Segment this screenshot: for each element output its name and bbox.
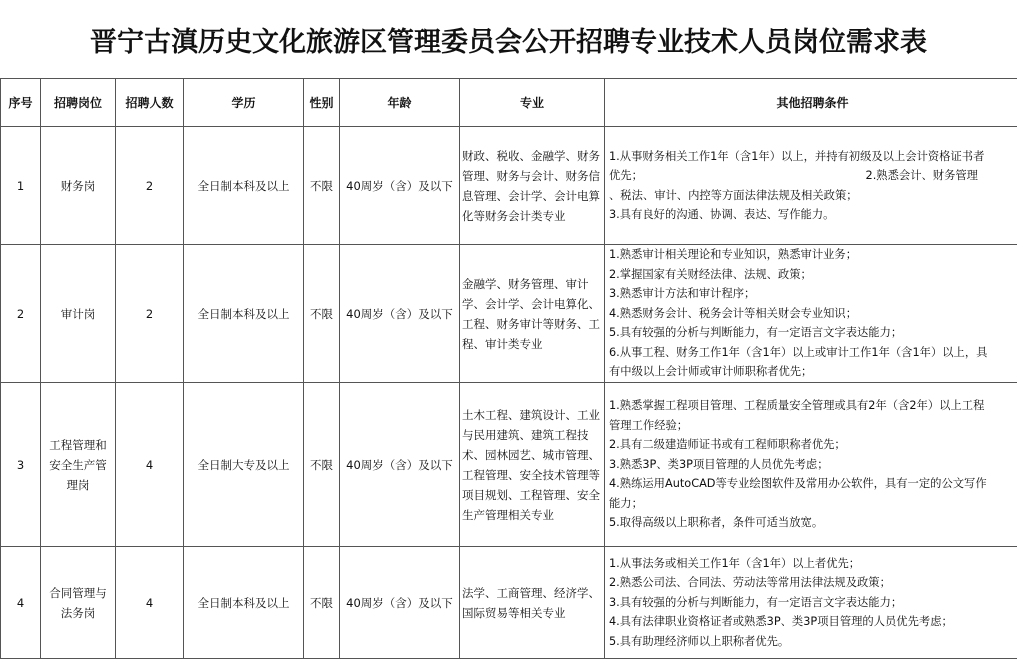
cell-education: 全日制本科及以上	[184, 547, 304, 659]
requirement-line: 有中级以上会计师或审计师职称者优先；	[609, 362, 1016, 382]
requirement-line: 1.从事法务或相关工作1年（含1年）以上者优先；	[609, 554, 1016, 574]
cell-post: 合同管理与法务岗	[41, 547, 116, 659]
cell-gender: 不限	[304, 245, 340, 383]
cell-major: 土木工程、建筑设计、工业与民用建筑、建筑工程技术、园林园艺、城市管理、工程管理、安全技术管理等项目规划、工程管理、安全生产管理相关专业	[460, 383, 605, 547]
header-age: 年龄	[340, 79, 460, 127]
cell-count: 2	[116, 127, 184, 245]
requirement-line: 、税法、审计、内控等方面法律法规及相关政策；	[609, 186, 1016, 206]
requirement-line: 5.取得高级以上职称者，条件可适当放宽。	[609, 513, 1016, 533]
cell-no: 2	[1, 245, 41, 383]
requirement-line: 优先； 2.熟悉会计、财务管理	[609, 166, 1016, 186]
header-education: 学历	[184, 79, 304, 127]
cell-gender: 不限	[304, 547, 340, 659]
cell-age: 40周岁（含）及以下	[340, 547, 460, 659]
cell-major: 金融学、财务管理、审计学、会计学、会计电算化、工程、财务审计等财务、工程、审计类专业	[460, 245, 605, 383]
job-requirements-table	[0, 78, 1017, 659]
header-other-requirements: 其他招聘条件	[605, 79, 1017, 127]
page-title: 晋宁古滇历史文化旅游区管理委员会公开招聘专业技术人员岗位需求表	[0, 0, 1017, 78]
cell-age: 40周岁（含）及以下	[340, 383, 460, 547]
requirement-line: 1.熟悉审计相关理论和专业知识，熟悉审计业务；	[609, 245, 1016, 265]
header-major: 专业	[460, 79, 605, 127]
cell-other-requirements	[605, 127, 1017, 245]
cell-other-requirements	[605, 383, 1017, 547]
header-no: 序号	[1, 79, 41, 127]
requirement-line: 4.熟悉财务会计、税务会计等相关财会专业知识；	[609, 304, 1016, 324]
header-gender: 性别	[304, 79, 340, 127]
cell-count: 4	[116, 383, 184, 547]
table-row	[1, 547, 1017, 659]
requirement-line: 6.从事工程、财务工作1年（含1年）以上或审计工作1年（含1年）以上，具	[609, 343, 1016, 363]
requirement-line: 4.熟练运用AutoCAD等专业绘图软件及常用办公软件，具有一定的公文写作	[609, 474, 1016, 494]
table-row	[1, 383, 1017, 547]
cell-age: 40周岁（含）及以下	[340, 127, 460, 245]
cell-education: 全日制本科及以上	[184, 127, 304, 245]
cell-gender: 不限	[304, 383, 340, 547]
cell-post: 审计岗	[41, 245, 116, 383]
requirement-line: 4.具有法律职业资格证者或熟悉3P、类3P项目管理的人员优先考虑；	[609, 612, 1016, 632]
cell-other-requirements	[605, 547, 1017, 659]
requirement-line: 能力；	[609, 494, 1016, 514]
table-row	[1, 127, 1017, 245]
header-count: 招聘人数	[116, 79, 184, 127]
cell-education: 全日制大专及以上	[184, 383, 304, 547]
table-header-row	[1, 79, 1017, 127]
cell-other-requirements	[605, 245, 1017, 383]
requirement-line: 管理工作经验；	[609, 416, 1016, 436]
cell-major: 财政、税收、金融学、财务管理、财务与会计、财务信息管理、会计学、会计电算化等财务会计类专业	[460, 127, 605, 245]
cell-count: 4	[116, 547, 184, 659]
requirement-line: 2.掌握国家有关财经法律、法规、政策；	[609, 265, 1016, 285]
cell-no: 4	[1, 547, 41, 659]
requirement-line: 2.熟悉公司法、合同法、劳动法等常用法律法规及政策；	[609, 573, 1016, 593]
requirement-line: 3.具有较强的分析与判断能力，有一定语言文字表达能力；	[609, 593, 1016, 613]
cell-post: 工程管理和安全生产管理岗	[41, 383, 116, 547]
cell-gender: 不限	[304, 127, 340, 245]
requirement-line: 1.从事财务相关工作1年（含1年）以上，并持有初级及以上会计资格证书者	[609, 147, 1016, 167]
cell-no: 1	[1, 127, 41, 245]
requirement-line: 3.熟悉审计方法和审计程序；	[609, 284, 1016, 304]
cell-count: 2	[116, 245, 184, 383]
requirement-line: 3.熟悉3P、类3P项目管理的人员优先考虑；	[609, 455, 1016, 475]
table-row	[1, 245, 1017, 383]
cell-age: 40周岁（含）及以下	[340, 245, 460, 383]
requirement-line: 1.熟悉掌握工程项目管理、工程质量安全管理或具有2年（含2年）以上工程	[609, 396, 1016, 416]
cell-no: 3	[1, 383, 41, 547]
requirement-line: 2.具有二级建造师证书或有工程师职称者优先；	[609, 435, 1016, 455]
cell-major: 法学、工商管理、经济学、国际贸易等相关专业	[460, 547, 605, 659]
cell-post: 财务岗	[41, 127, 116, 245]
requirement-line: 3.具有良好的沟通、协调、表达、写作能力。	[609, 205, 1016, 225]
cell-education: 全日制本科及以上	[184, 245, 304, 383]
header-post: 招聘岗位	[41, 79, 116, 127]
requirement-line: 5.具有助理经济师以上职称者优先。	[609, 632, 1016, 652]
requirement-line: 5.具有较强的分析与判断能力，有一定语言文字表达能力；	[609, 323, 1016, 343]
